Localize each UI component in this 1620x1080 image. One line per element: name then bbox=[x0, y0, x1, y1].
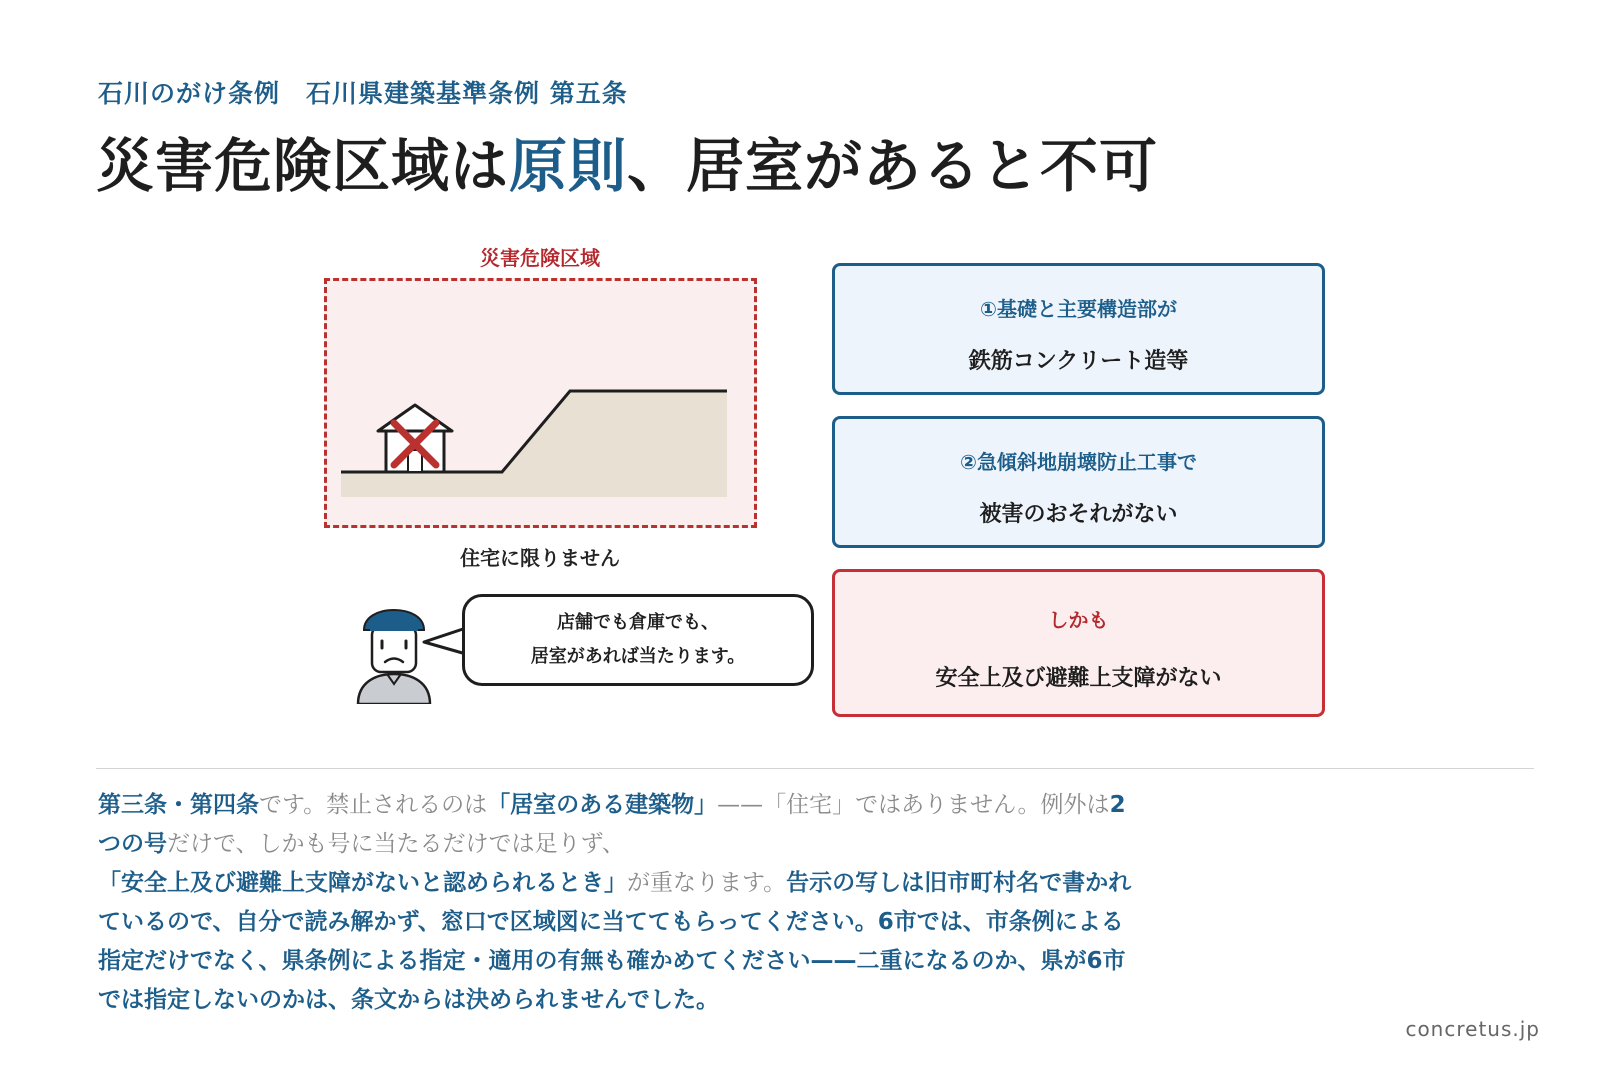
paragraph-line bbox=[98, 864, 1418, 903]
paragraph-line bbox=[98, 903, 1418, 942]
condition-2-text: 被害のおそれがない bbox=[979, 502, 1178, 527]
bubble-line-2: 居室があれば当たります。 bbox=[530, 646, 746, 667]
paragraph-line bbox=[98, 825, 1418, 864]
hazard-zone-box bbox=[324, 278, 757, 528]
condition-1-text: 鉄筋コンクリート造等 bbox=[968, 349, 1189, 374]
text-emphasis: 「居室のある建築物」 bbox=[487, 792, 718, 818]
bubble-line-1: 店舗でも倉庫でも、 bbox=[557, 612, 719, 633]
text-plain: です。禁止されるのは bbox=[259, 792, 488, 818]
text-emphasis: ているので、自分で読み解かず、窓口で区域図に当ててもらってください。6市では、市条例による bbox=[98, 909, 1124, 935]
text-plain: だけで、しかも号に当たるだけでは足りず、 bbox=[167, 831, 625, 857]
slope-illustration bbox=[327, 281, 754, 525]
title-accent: 原則 bbox=[509, 132, 628, 200]
paragraph-line bbox=[98, 981, 1418, 1020]
paragraph-line bbox=[98, 786, 1418, 825]
text-emphasis: 告示の写しは旧市町村名で書かれ bbox=[786, 870, 1132, 896]
condition-2-heading: ②急傾斜地崩壊防止工事で bbox=[960, 450, 1197, 474]
zone-caption: 住宅に限りません bbox=[460, 546, 620, 570]
site-credit: concretus.jp bbox=[1405, 1017, 1540, 1041]
hazard-zone-label: 災害危険区域 bbox=[480, 246, 600, 270]
text-emphasis: つの号 bbox=[98, 831, 167, 857]
explanation-paragraph bbox=[98, 786, 1418, 1020]
title-part-2: 、居室があると不可 bbox=[627, 132, 1159, 200]
page-title bbox=[96, 133, 1158, 200]
text-emphasis: 2 bbox=[1109, 792, 1126, 818]
speech-bubble bbox=[462, 594, 814, 686]
paragraph-line bbox=[98, 942, 1418, 981]
section-divider bbox=[96, 768, 1534, 769]
text-plain: が重なります。 bbox=[627, 870, 787, 896]
condition-card-1 bbox=[832, 263, 1325, 395]
text-emphasis: 第三条・第四条 bbox=[98, 792, 259, 818]
condition-3-heading: しかも bbox=[1048, 608, 1109, 632]
title-part-1: 災害危険区域は bbox=[96, 132, 510, 200]
condition-1-heading: ①基礎と主要構造部が bbox=[980, 297, 1177, 321]
condition-card-2 bbox=[832, 416, 1325, 548]
text-plain: ——「住宅」ではありません。例外は bbox=[717, 792, 1110, 818]
house-icon bbox=[378, 405, 452, 472]
text-emphasis: では指定しないのかは、条文からは決められませんでした。 bbox=[98, 987, 719, 1013]
condition-3-text: 安全上及び避難上支障がない bbox=[935, 666, 1222, 691]
text-emphasis: 「安全上及び避難上支障がないと認められるとき」 bbox=[98, 870, 627, 896]
page-subtitle: 石川のがけ条例 石川県建築基準条例 第五条 bbox=[98, 79, 628, 108]
text-emphasis: 指定だけでなく、県条例による指定・適用の有無も確かめてください——二重になるのか、県が6市 bbox=[98, 948, 1126, 974]
condition-card-3 bbox=[832, 569, 1325, 717]
